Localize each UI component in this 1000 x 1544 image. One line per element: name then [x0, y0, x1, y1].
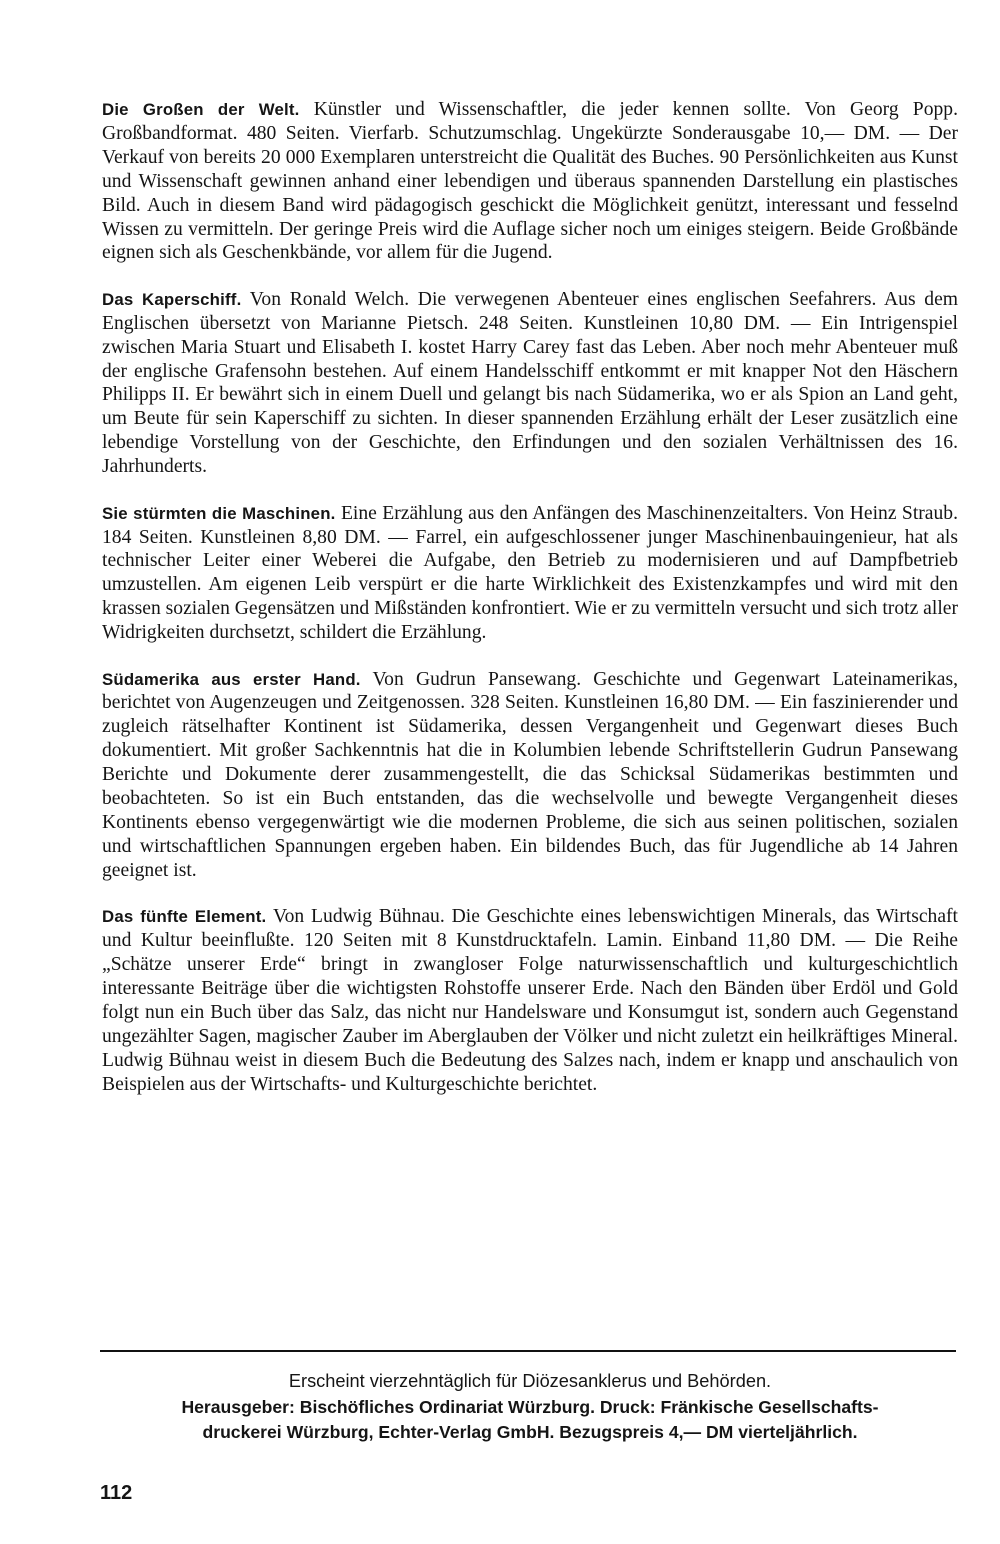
footer-printer-price: druckerei Würzburg, Echter-Verlag GmbH. Bezugspreis 4,— DM vierteljährlich. [202, 1422, 858, 1442]
footer-divider [100, 1350, 956, 1352]
imprint-footer [100, 1369, 960, 1446]
review-entry [102, 98, 958, 265]
review-entry [102, 288, 958, 479]
review-text: Von Gudrun Pansewang. Geschichte und Gegenwart Lateinamerikas, berichtet von Augenzeugen und Zeitgenossen. 328 Seiten. Kunstleinen 16,80 DM. — Ein faszinierender und zugleich rätselhafter Kontinent ist Südamerika, dessen Vergangenheit und Gegenwart dieses Buch dokumentiert. Mit großer Sachkenntnis hat die in Kolumbien lebende Schriftstellerin Gudrun Pansewang Berichte und Dokumente derer zusammengestellt, die das Schicksal Südamerikas bestimmten und beobachteten. So ist ein Buch entstanden, das die wechselvolle und bewegte Vergangenheit dieses Kontinents ebenso vergegenwärtigt wie die modernen Probleme, die sich aus seinen politischen, sozialen und wirtschaftlichen Spannungen ergeben haben. Ein bildendes Buch, das für Jugendliche ab 14 Jahren geeignet ist. [102, 668, 958, 881]
review-text: Von Ronald Welch. Die verwegenen Abenteuer eines englischen Seefahrers. Aus dem Englischen übersetzt von Marianne Pietsch. 248 Seiten. Kunstleinen 10,80 DM. — Ein Intrigenspiel zwischen Maria Stuart und Elisabeth I. kostet Harry Carey fast das Leben. Aber noch mehr Abenteuer muß der englische Grafensohn bestehen. Auf einem Handelsschiff entkommt er mit knapper Not den Häschern Philipps II. Er bewährt sich in einem Duell und gelangt bis nach Südamerika, wo er als Spion an Land geht, um Beute für sein Kaperschiff zu sichten. In dieser spannenden Erzählung erhält der Leser zusätzlich eine lebendige Vorstellung von der Geschichte, den Erfindungen und den sozialen Verhältnissen des 16. Jahrhunderts. [102, 288, 959, 478]
footer-publication-note: Erscheint vierzehntäglich für Diözesanklerus und Behörden. [288, 1371, 772, 1391]
review-entry [102, 502, 958, 645]
review-text: Von Ludwig Bühnau. Die Geschichte eines lebenswichtigen Minerals, das Wirtschaft und Kultur beeinflußte. 120 Seiten mit 8 Kunstdrucktafeln. Lamin. Einband 11,80 DM. — Die Reihe „Schätze unserer Erde“ bringt in zwangloser Folge naturwissenschaftlich und kulturgeschichtlich interessante Beiträge über die wichtigsten Rohstoffe unserer Erde. Nach den Bänden über Erdöl und Gold folgt nun ein Buch über das Salz, das nicht nur Handelsware und Konsumgut ist, sondern auch Gegenstand ungezählter Sagen, magischer Zauber im Aberglauben der Völker und nicht zuletzt ein heilkräftiges Mineral. Ludwig Bühnau weist in diesem Buch die Bedeutung des Salzes nach, indem er knapp und anschaulich von Beispielen aus der Wirtschafts- und Kulturgeschichte berichtet. [102, 906, 959, 1095]
review-title: Das fünfte Element. [102, 907, 267, 927]
page-number: 112 [100, 1482, 133, 1504]
review-title: Südamerika aus erster Hand. [102, 669, 361, 689]
review-title: Das Kaperschiff. [102, 289, 242, 309]
review-entry [102, 905, 958, 1096]
footer-publisher: Herausgeber: Bischöfliches Ordinariat Würzburg. Druck: Fränkische Gesellschafts- [181, 1396, 879, 1417]
review-title: Sie stürmten die Maschinen. [102, 503, 336, 523]
review-entry [102, 668, 958, 883]
review-title: Die Großen der Welt. [102, 100, 300, 119]
review-text: Eine Erzählung aus den Anfängen des Maschinenzeitalters. Von Heinz Straub. 184 Seiten. Kunstleinen 8,80 DM. — Farrel, ein aufgeschlossener junger Maschinenbauingenieur, hat als technischer Leiter einer Weberei die Aufgabe, den Betrieb zu modernisieren und auf Dampfbetrieb umzustellen. Am eigenen Leib verspürt er die harte Wirklichkeit des Existenzkampfes und wird mit den krassen sozialen Gegensätzen und Mißständen konfrontiert. Wie er zu vermitteln versucht und sich trotz aller Widrigkeiten durchsetzt, schildert die Erzählung. [102, 502, 958, 644]
review-text: Künstler und Wissenschaftler, die jeder kennen sollte. Von Georg Popp. Großbandformat. 480 Seiten. Vierfarb. Schutzumschlag. Ungekürzte Sonderausgabe 10,— DM. — Der Verkauf von bereits 20 000 Exemplaren unterstreicht die Qualität des Buches. 90 Persönlichkeiten aus Kunst und Wissenschaft gewinnen anhand einer lebendigen und überaus spannenden Darstellung ein plastisches Bild. Auch in diesem Band wird pädagogisch geschickt die Möglichkeit genützt, interessant und fesselnd Wissen zu vermitteln. Der geringe Preis wird die Auflage sicher noch um einiges steigern. Beide Großbände eignen sich als Geschenkbände, vor allem für die Jugend. [102, 99, 958, 264]
book-reviews [102, 98, 958, 1119]
